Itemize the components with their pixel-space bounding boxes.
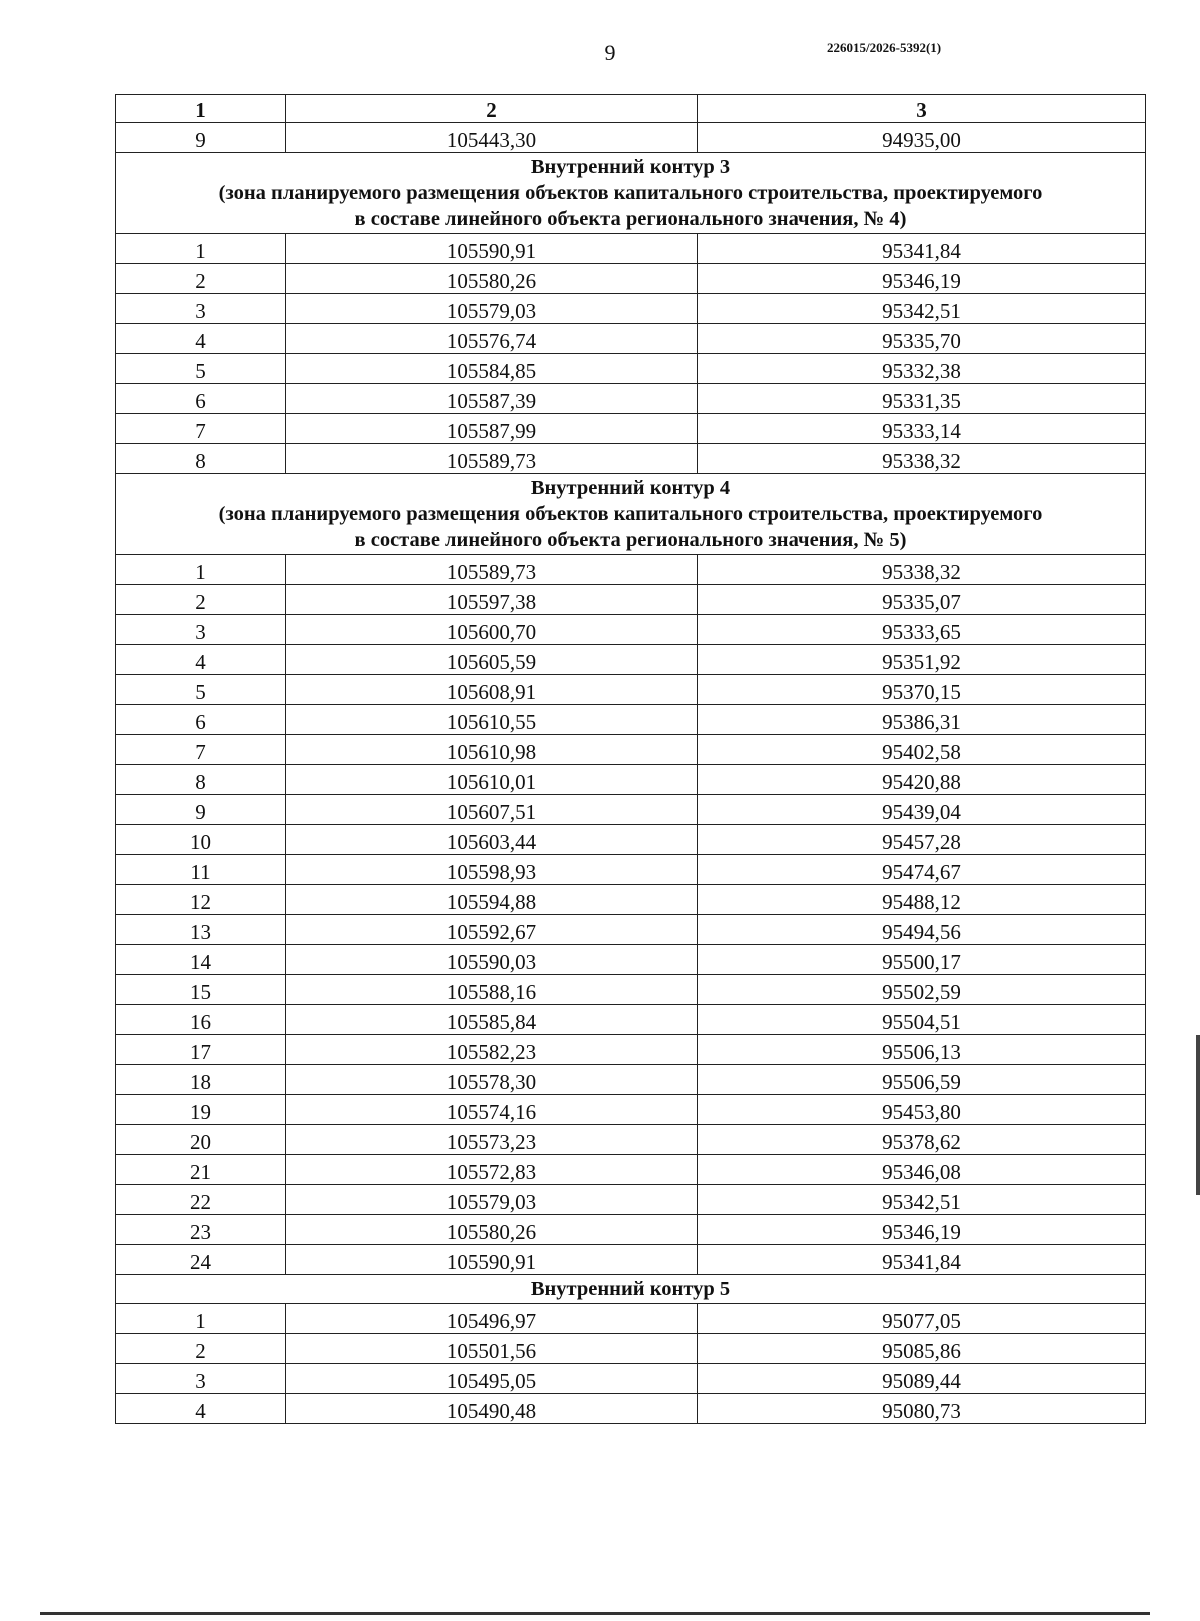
coordinate-y: 95502,59: [698, 975, 1146, 1005]
coordinate-x: 105496,97: [286, 1304, 698, 1334]
coordinate-y: 95346,19: [698, 264, 1146, 294]
coordinate-x: 105589,73: [286, 555, 698, 585]
point-number: 6: [116, 705, 286, 735]
point-number: 12: [116, 885, 286, 915]
table-row: [116, 1095, 1146, 1125]
coordinate-x: 105600,70: [286, 615, 698, 645]
point-number: 15: [116, 975, 286, 1005]
table-row: [116, 825, 1146, 855]
coordinate-y: 95402,58: [698, 735, 1146, 765]
table-row: [116, 234, 1146, 264]
coordinate-y: 95500,17: [698, 945, 1146, 975]
coordinate-y: 95333,14: [698, 414, 1146, 444]
section-description-line: в составе линейного объекта регионального значения, № 4): [354, 208, 907, 230]
point-number: 10: [116, 825, 286, 855]
point-number: 3: [116, 1364, 286, 1394]
coordinate-x: 105587,39: [286, 384, 698, 414]
table-row: [116, 444, 1146, 474]
point-number: 7: [116, 735, 286, 765]
coordinate-y: 94935,00: [698, 123, 1146, 153]
coordinate-x: 105594,88: [286, 885, 698, 915]
coordinate-y: 95346,19: [698, 1215, 1146, 1245]
coordinate-y: 95089,44: [698, 1364, 1146, 1394]
table-row: [116, 1394, 1146, 1424]
coordinate-y: 95333,65: [698, 615, 1146, 645]
coordinate-y: 95335,70: [698, 324, 1146, 354]
column-header-y: 3: [698, 95, 1146, 123]
coordinate-y: 95085,86: [698, 1334, 1146, 1364]
table-header-row: [116, 95, 1146, 123]
section-description-line: (зона планируемого размещения объектов капитального строительства, проектируемого: [218, 503, 1043, 525]
point-number: 7: [116, 414, 286, 444]
coordinate-x: 105580,26: [286, 1215, 698, 1245]
coordinate-y: 95077,05: [698, 1304, 1146, 1334]
coordinate-x: 105592,67: [286, 915, 698, 945]
coordinate-y: 95338,32: [698, 555, 1146, 585]
table-row: [116, 675, 1146, 705]
table-row: [116, 645, 1146, 675]
table-row: [116, 915, 1146, 945]
scan-edge-mark: [1196, 1035, 1200, 1195]
point-number: 2: [116, 585, 286, 615]
table-row: [116, 1364, 1146, 1394]
point-number: 4: [116, 324, 286, 354]
point-number: 9: [116, 795, 286, 825]
point-number: 2: [116, 1334, 286, 1364]
point-number: 5: [116, 675, 286, 705]
coordinate-x: 105605,59: [286, 645, 698, 675]
section-heading-contour-4: [116, 474, 1146, 555]
coordinate-y: 95378,62: [698, 1125, 1146, 1155]
table-row: [116, 945, 1146, 975]
point-number: 8: [116, 444, 286, 474]
coordinate-y: 95506,59: [698, 1065, 1146, 1095]
coordinate-x: 105590,91: [286, 234, 698, 264]
table-row: [116, 1125, 1146, 1155]
coordinate-x: 105576,74: [286, 324, 698, 354]
point-number: 16: [116, 1005, 286, 1035]
coordinate-x: 105584,85: [286, 354, 698, 384]
coordinate-y: 95346,08: [698, 1155, 1146, 1185]
contour-5-rows: [116, 1304, 1146, 1424]
coordinate-x: 105572,83: [286, 1155, 698, 1185]
scan-edge-mark: [40, 1612, 1150, 1615]
section-heading-contour-5: [116, 1275, 1146, 1304]
section-description-line: (зона планируемого размещения объектов капитального строительства, проектируемого: [218, 182, 1043, 204]
table-row: [116, 1065, 1146, 1095]
point-number: 5: [116, 354, 286, 384]
contour-3-rows: [116, 234, 1146, 474]
table-row: [116, 354, 1146, 384]
section-title: Внутренний контур 3: [530, 156, 731, 178]
table-row: [116, 264, 1146, 294]
coordinate-x: 105578,30: [286, 1065, 698, 1095]
table-row: [116, 585, 1146, 615]
coordinate-x: 105610,01: [286, 765, 698, 795]
coordinate-y: 95488,12: [698, 885, 1146, 915]
table-row: [116, 1005, 1146, 1035]
table-row: [116, 324, 1146, 354]
table-row: [116, 735, 1146, 765]
coordinate-y: 95331,35: [698, 384, 1146, 414]
coordinate-x: 105443,30: [286, 123, 698, 153]
coordinate-x: 105573,23: [286, 1125, 698, 1155]
table-row: [116, 555, 1146, 585]
coordinate-x: 105590,91: [286, 1245, 698, 1275]
point-number: 3: [116, 615, 286, 645]
coordinate-x: 105580,26: [286, 264, 698, 294]
coordinate-y: 95420,88: [698, 765, 1146, 795]
point-number: 20: [116, 1125, 286, 1155]
point-number: 13: [116, 915, 286, 945]
table-row: [116, 705, 1146, 735]
coordinate-x: 105587,99: [286, 414, 698, 444]
table-row: [116, 384, 1146, 414]
table-row: [116, 1304, 1146, 1334]
table-row: [116, 123, 1146, 153]
point-number: 4: [116, 645, 286, 675]
table-row: [116, 1334, 1146, 1364]
coordinate-y: 95342,51: [698, 294, 1146, 324]
section-title: Внутренний контур 5: [530, 1278, 731, 1300]
point-number: 2: [116, 264, 286, 294]
coordinate-x: 105598,93: [286, 855, 698, 885]
coordinate-x: 105603,44: [286, 825, 698, 855]
coordinate-y: 95494,56: [698, 915, 1146, 945]
table-row: [116, 795, 1146, 825]
coordinate-y: 95342,51: [698, 1185, 1146, 1215]
coordinate-x: 105585,84: [286, 1005, 698, 1035]
coordinate-x: 105579,03: [286, 294, 698, 324]
coordinate-y: 95332,38: [698, 354, 1146, 384]
point-number: 6: [116, 384, 286, 414]
point-number: 1: [116, 234, 286, 264]
coordinate-x: 105597,38: [286, 585, 698, 615]
point-number: 18: [116, 1065, 286, 1095]
point-number: 22: [116, 1185, 286, 1215]
point-number: 8: [116, 765, 286, 795]
coordinate-y: 95335,07: [698, 585, 1146, 615]
table-row: [116, 615, 1146, 645]
table-row: [116, 294, 1146, 324]
section-title: Внутренний контур 4: [530, 477, 731, 499]
coordinate-x: 105579,03: [286, 1185, 698, 1215]
coordinate-y: 95338,32: [698, 444, 1146, 474]
table-row: [116, 1035, 1146, 1065]
point-number: 19: [116, 1095, 286, 1125]
coordinate-y: 95341,84: [698, 1245, 1146, 1275]
table-row: [116, 855, 1146, 885]
coordinate-x: 105490,48: [286, 1394, 698, 1424]
coordinate-x: 105582,23: [286, 1035, 698, 1065]
coordinate-x: 105590,03: [286, 945, 698, 975]
coordinate-x: 105501,56: [286, 1334, 698, 1364]
coordinate-x: 105588,16: [286, 975, 698, 1005]
point-number: 11: [116, 855, 286, 885]
coordinate-x: 105610,98: [286, 735, 698, 765]
coordinate-x: 105589,73: [286, 444, 698, 474]
coordinate-y: 95351,92: [698, 645, 1146, 675]
table-row: [116, 414, 1146, 444]
coordinate-y: 95370,15: [698, 675, 1146, 705]
table-row: [116, 1245, 1146, 1275]
document-reference: 226015/2026-5392(1): [827, 40, 942, 55]
coordinate-y: 95453,80: [698, 1095, 1146, 1125]
point-number: 1: [116, 555, 286, 585]
table-row: [116, 975, 1146, 1005]
coordinate-y: 95386,31: [698, 705, 1146, 735]
coordinate-x: 105608,91: [286, 675, 698, 705]
coordinate-y: 95341,84: [698, 234, 1146, 264]
page-number: 9: [604, 40, 616, 65]
coordinate-y: 95439,04: [698, 795, 1146, 825]
point-number: 3: [116, 294, 286, 324]
point-number: 14: [116, 945, 286, 975]
point-number: 4: [116, 1394, 286, 1424]
coordinate-y: 95474,67: [698, 855, 1146, 885]
table-row: [116, 1155, 1146, 1185]
section-description-line: в составе линейного объекта регионального значения, № 5): [354, 529, 907, 551]
point-number: 23: [116, 1215, 286, 1245]
point-number: 24: [116, 1245, 286, 1275]
coordinate-y: 95457,28: [698, 825, 1146, 855]
coordinate-x: 105607,51: [286, 795, 698, 825]
table-row: [116, 765, 1146, 795]
section-heading-contour-3: [116, 153, 1146, 234]
coordinate-x: 105574,16: [286, 1095, 698, 1125]
point-number: 1: [116, 1304, 286, 1334]
contour-4-rows: [116, 555, 1146, 1275]
point-number: 17: [116, 1035, 286, 1065]
coordinate-y: 95080,73: [698, 1394, 1146, 1424]
column-header-x: 2: [286, 95, 698, 123]
coordinates-table: [115, 94, 1146, 1424]
coordinate-y: 95506,13: [698, 1035, 1146, 1065]
point-number: 9: [116, 123, 286, 153]
coordinate-y: 95504,51: [698, 1005, 1146, 1035]
table-row: [116, 1215, 1146, 1245]
column-header-number: 1: [116, 95, 286, 123]
table-row: [116, 1185, 1146, 1215]
table-row: [116, 885, 1146, 915]
point-number: 21: [116, 1155, 286, 1185]
coordinate-x: 105495,05: [286, 1364, 698, 1394]
coordinate-x: 105610,55: [286, 705, 698, 735]
